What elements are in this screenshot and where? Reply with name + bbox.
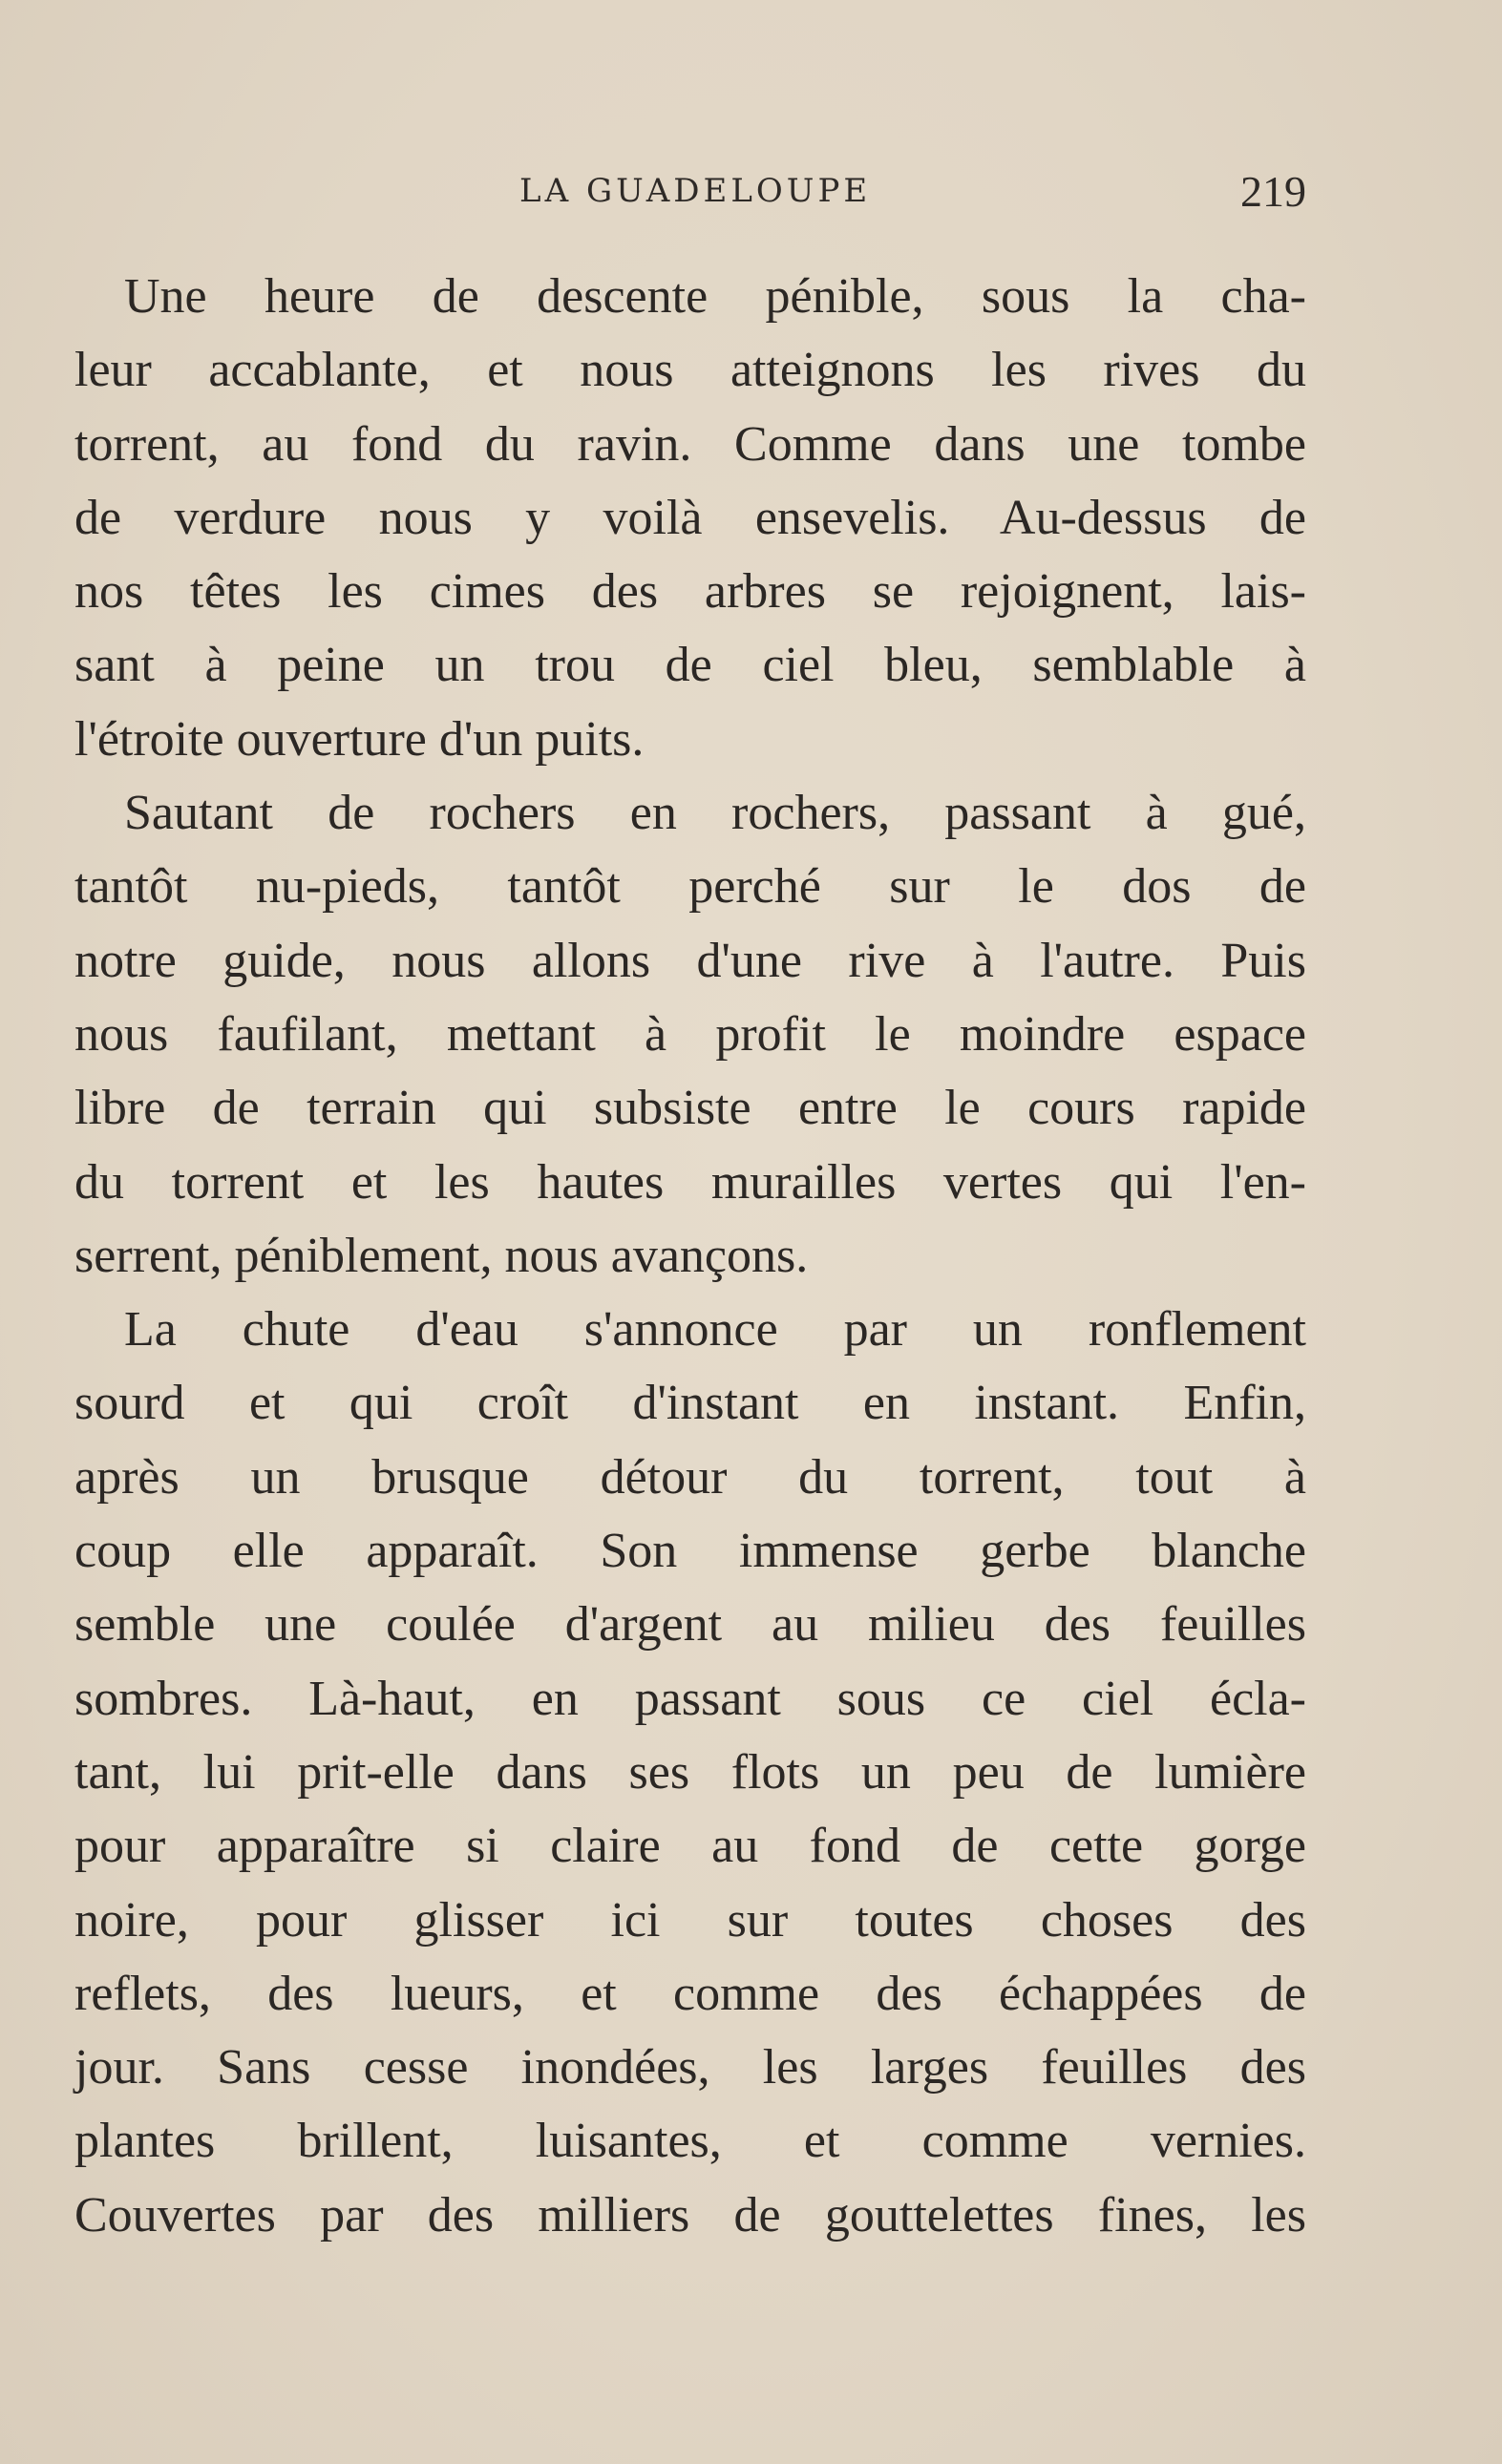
- text-line: nos têtes les cimes des arbres se rejoignent, lais-: [74, 564, 1306, 620]
- text-line: semble une coulée d'argent au milieu des feuilles: [74, 1597, 1306, 1653]
- text-line: sant à peine un trou de ciel bleu, semblable à: [74, 638, 1306, 693]
- text-line: notre guide, nous allons d'une rive à l'autre. Puis: [74, 933, 1306, 988]
- text-line: sourd et qui croît d'instant en instant. Enfin,: [74, 1376, 1306, 1431]
- text-line: du torrent et les hautes murailles vertes qui l'en-: [74, 1154, 1306, 1210]
- text-line: pour apparaître si claire au fond de cette gorge: [74, 1819, 1306, 1874]
- running-head: [74, 168, 1306, 216]
- running-title: LA GUADELOUPE: [519, 172, 872, 210]
- text-line: coup elle apparaît. Son immense gerbe blanche: [74, 1524, 1306, 1579]
- text-line: sombres. Là-haut, en passant sous ce ciel écla-: [74, 1671, 1306, 1726]
- text-line: de verdure nous y voilà ensevelis. Au-dessus de: [74, 490, 1306, 545]
- text-line: libre de terrain qui subsiste entre le cours rapide: [74, 1081, 1306, 1136]
- text-line: tantôt nu-pieds, tantôt perché sur le dos de: [74, 859, 1306, 915]
- text-line: La chute d'eau s'annonce par un ronflement: [124, 1302, 1306, 1358]
- text-line: jour. Sans cesse inondées, les larges feuilles des: [74, 2040, 1306, 2095]
- text-line: noire, pour glisser ici sur toutes choses des: [74, 1892, 1306, 1948]
- text-line: Sautant de rochers en rochers, passant à gué,: [124, 786, 1306, 841]
- text-line: l'étroite ouverture d'un puits.: [74, 711, 645, 767]
- text-line: Une heure de descente pénible, sous la cha-: [124, 269, 1306, 324]
- text-line: tant, lui prit-elle dans ses flots un peu de lumière: [74, 1744, 1306, 1800]
- text-line: torrent, au fond du ravin. Comme dans une tombe: [74, 416, 1306, 472]
- text-line: Couvertes par des milliers de gouttelettes fines, les: [74, 2187, 1306, 2243]
- text-line: après un brusque détour du torrent, tout à: [74, 1449, 1306, 1505]
- text-line: plantes brillent, luisantes, et comme vernies.: [74, 2114, 1306, 2169]
- text-line: reflets, des lueurs, et comme des échappées de: [74, 1966, 1306, 2021]
- page-number: 219: [1240, 167, 1306, 216]
- text-line: nous faufilant, mettant à profit le moindre espace: [74, 1006, 1306, 1062]
- text-line: leur accablante, et nous atteignons les rives du: [74, 343, 1306, 398]
- text-line: serrent, péniblement, nous avançons.: [74, 1228, 809, 1283]
- body-text: [74, 260, 1306, 2252]
